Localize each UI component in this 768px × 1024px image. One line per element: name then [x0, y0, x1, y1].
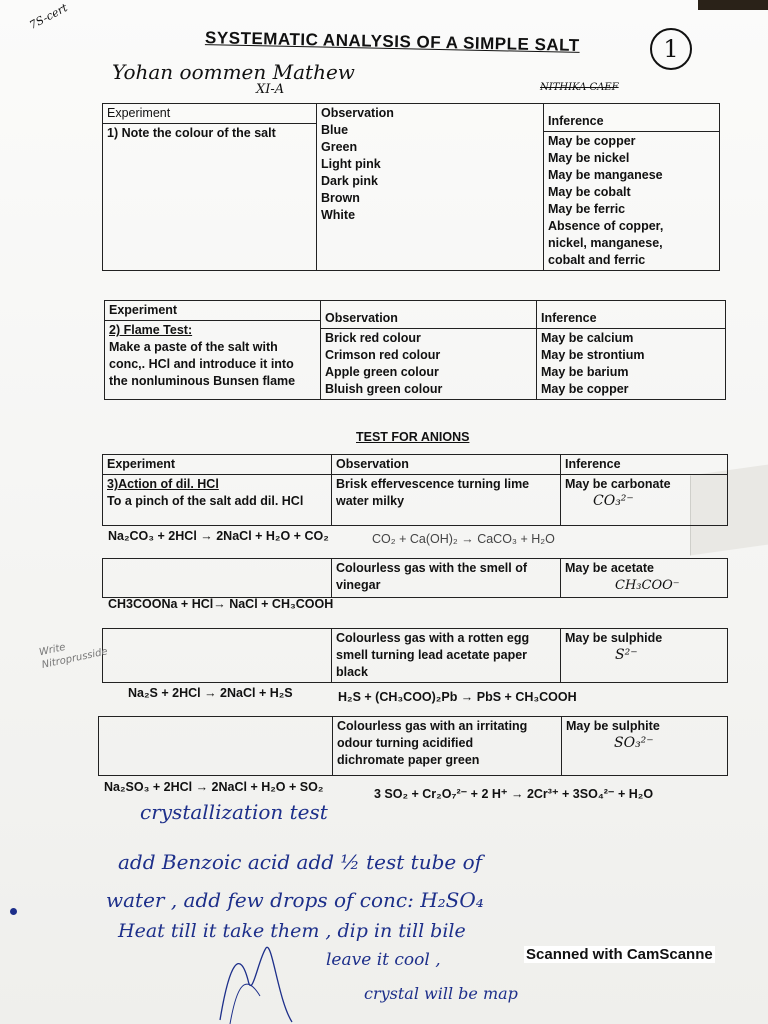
page-title: SYSTEMATIC ANALYSIS OF A SIMPLE SALT	[204, 28, 580, 55]
inference-item: May be nickel	[548, 151, 630, 165]
experiment-cell	[103, 475, 332, 526]
header-experiment: Experiment	[103, 104, 316, 124]
sulphite-test-table	[98, 716, 728, 776]
inference-cell	[537, 301, 726, 400]
header-observation: Observation	[332, 455, 561, 475]
inference-item: May be ferric	[548, 202, 626, 216]
observation-item: Crimson red colour	[325, 348, 441, 362]
inference-item: May be sulphite	[566, 719, 660, 733]
header-experiment: Experiment	[103, 455, 332, 475]
observation-cell	[332, 559, 561, 598]
observation-cell	[333, 717, 562, 776]
inference-cell	[562, 717, 728, 776]
student-name: Yohan oommen Mathew	[112, 60, 355, 84]
experiment-line: conc,. HCl and introduce it into	[109, 357, 294, 371]
handwritten-ion-note: SO₃²⁻	[614, 735, 654, 751]
handwritten-line: crystal will be map	[364, 984, 518, 1003]
observation-line: Colourless gas with an irritating	[337, 719, 528, 733]
inference-cell	[544, 104, 720, 271]
inference-cell	[561, 475, 728, 526]
experiment-cell-blank	[103, 629, 332, 683]
observation-line: Colourless gas with the smell of	[336, 561, 528, 575]
page-corner-shadow	[698, 0, 768, 10]
header-inference: Inference	[561, 455, 728, 475]
colour-test-table	[102, 103, 720, 271]
experiment-text: 1) Note the colour of the salt	[107, 126, 276, 140]
ink-dot	[10, 908, 17, 915]
header-inference: Inference	[544, 112, 719, 132]
observation-line: dichromate paper green	[337, 753, 480, 767]
equation-dichromate: 3 SO₂ + Cr₂O₇²⁻ + 2 H⁺ → 2Cr³⁺ + 3SO₄²⁻ + H₂O	[374, 787, 654, 801]
anions-heading: TEST FOR ANIONS	[356, 430, 470, 444]
equation-acetate: CH3COONa + HCl→ NaCl + CH₃COOH	[108, 597, 334, 611]
inference-item: May be carbonate	[565, 477, 671, 491]
observation-item: Brick red colour	[325, 331, 421, 345]
equation-carbonate: Na₂CO₃ + 2HCl → 2NaCl + H₂O + CO₂	[108, 529, 329, 543]
handwritten-ion-note: S²⁻	[615, 647, 638, 663]
experiment-line: the nonluminous Bunsen flame	[109, 374, 296, 388]
observation-line: black	[336, 665, 368, 679]
inference-item: May be strontium	[541, 348, 645, 362]
inference-item: May be copper	[548, 134, 636, 148]
handwritten-line: Heat till it take them , dip in till bile	[118, 920, 466, 942]
observation-item: Apple green colour	[325, 365, 439, 379]
experiment-line: To a pinch of the salt add dil. HCl	[107, 494, 304, 508]
acetate-test-table	[102, 558, 728, 598]
margin-pencil-note: Write Nitroprusside	[38, 641, 109, 671]
page-number: 1	[650, 28, 692, 70]
observation-item: Green	[321, 140, 358, 154]
inference-item: nickel, manganese,	[548, 236, 663, 250]
observation-line: smell turning lead acetate paper	[336, 648, 528, 662]
student-class: XI-A	[256, 82, 285, 97]
experiment-line: Make a paste of the salt with	[109, 340, 278, 354]
handwritten-line: add Benzoic acid add ½ test tube of	[118, 850, 483, 874]
experiment-cell-blank	[99, 717, 333, 776]
equation-lead-sulphide: H₂S + (CH₃COO)₂Pb → PbS + CH₃COOH	[338, 690, 577, 704]
inference-item: Absence of copper,	[548, 219, 664, 233]
experiment-cell	[103, 104, 317, 271]
experiment-cell	[105, 301, 321, 400]
corner-note: 7S-cert	[27, 1, 70, 32]
inference-item: cobalt and ferric	[548, 253, 646, 267]
experiment-title: 2) Flame Test:	[109, 323, 193, 337]
handwritten-line: water , add few drops of conc: H₂SO₄	[106, 888, 484, 912]
inference-cell	[561, 629, 728, 683]
observation-item: Blue	[321, 123, 349, 137]
handwritten-ion-note: CO₃²⁻	[593, 493, 634, 509]
equation-sulphide: Na₂S + 2HCl → 2NaCl + H₂S	[128, 686, 293, 700]
handwritten-ion-note: CH₃COO⁻	[615, 578, 680, 593]
sulphide-test-table	[102, 628, 728, 683]
equation-sulphite: Na₂SO₃ + 2HCl → 2NaCl + H₂O + SO₂	[104, 780, 324, 794]
observation-item: Bluish green colour	[325, 382, 443, 396]
inference-item: May be cobalt	[548, 185, 631, 199]
observation-line: vinegar	[336, 578, 381, 592]
observation-item: Dark pink	[321, 174, 378, 188]
observation-cell	[332, 475, 561, 526]
header-inference: Inference	[537, 309, 725, 329]
inference-cell	[561, 559, 728, 598]
observation-line: odour turning acidified	[337, 736, 474, 750]
header-experiment: Experiment	[105, 301, 320, 321]
handwritten-heading: crystallization test	[140, 800, 328, 824]
header-observation: Observation	[321, 309, 536, 329]
camscanner-watermark: Scanned with CamScanne	[526, 946, 713, 963]
experiment-cell-blank	[103, 559, 332, 598]
observation-item: Light pink	[321, 157, 381, 171]
header-observation: Observation	[321, 106, 394, 120]
inference-item: May be barium	[541, 365, 629, 379]
experiment-title: 3)Action of dil. HCl	[107, 477, 219, 491]
carbonate-test-table	[102, 454, 728, 526]
inference-item: May be copper	[541, 382, 629, 396]
observation-cell	[321, 301, 537, 400]
observation-line: Colourless gas with a rotten egg	[336, 631, 530, 645]
observation-item: Brown	[321, 191, 360, 205]
observation-line: water milky	[336, 494, 405, 508]
inference-item: May be calcium	[541, 331, 634, 345]
observation-cell	[317, 104, 544, 271]
inference-item: May be sulphide	[565, 631, 663, 645]
inference-item: May be manganese	[548, 168, 663, 182]
handwritten-line: leave it cool ,	[326, 950, 441, 970]
pen-scribble	[200, 940, 350, 1024]
crossed-name: NITHIKA CAEF	[540, 82, 619, 93]
flame-test-table	[104, 300, 726, 400]
equation-limewater: CO₂ + Ca(OH)₂ → CaCO₃ + H₂O	[372, 532, 555, 546]
observation-item: White	[321, 208, 356, 222]
observation-cell	[332, 629, 561, 683]
observation-line: Brisk effervescence turning lime	[336, 477, 530, 491]
inference-item: May be acetate	[565, 561, 654, 575]
